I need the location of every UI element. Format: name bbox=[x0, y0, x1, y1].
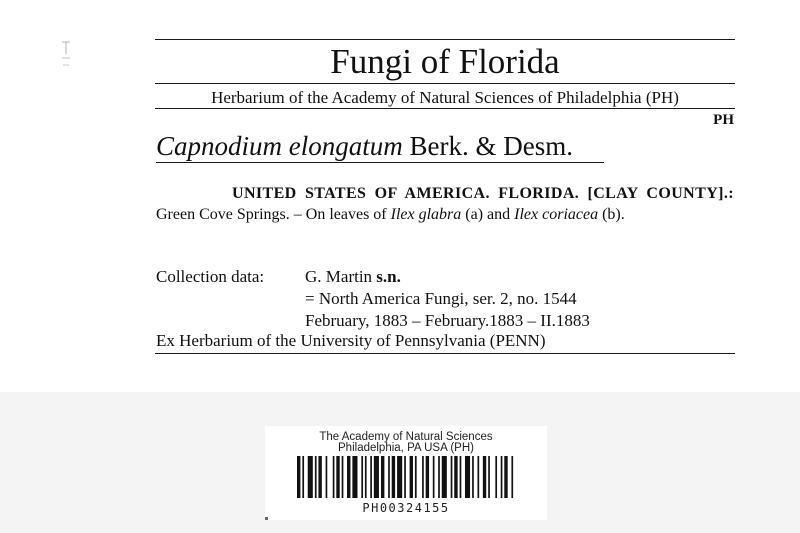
collector-line bbox=[305, 266, 401, 288]
collection-dates: February, 1883 – February.1883 – II.1883 bbox=[305, 311, 590, 330]
barcode-institution: The Academy of Natural Sciences bbox=[319, 431, 493, 443]
bottom-rule bbox=[155, 353, 735, 354]
barcode-location: Philadelphia, PA USA (PH) bbox=[338, 442, 474, 454]
barcode-icon bbox=[297, 456, 515, 498]
locality-connector: (a) and bbox=[461, 206, 515, 223]
locality-text bbox=[156, 183, 734, 225]
page-title: Fungi of Florida bbox=[330, 42, 560, 81]
taxon-binomial: Capnodium elongatum bbox=[156, 131, 403, 161]
subtitle-rule bbox=[155, 108, 735, 109]
collector-name: G. Martin bbox=[305, 267, 373, 286]
locality-country-county: UNITED STATES OF AMERICA. FLORIDA. [CLAY COUNTY].: bbox=[232, 185, 734, 202]
herbarium-subtitle: Herbarium of the Academy of Natural Sciences of Philadelphia (PH) bbox=[211, 88, 679, 107]
top-rule bbox=[155, 39, 735, 40]
locality-site: Green Cove Springs. – On leaves of bbox=[156, 206, 391, 223]
stray-mark bbox=[265, 517, 268, 520]
taxon-name bbox=[156, 129, 573, 163]
host-ilex-glabra: Ilex glabra bbox=[390, 206, 462, 223]
taxon-author: Berk. & Desm. bbox=[409, 131, 573, 161]
ex-herbarium-line: Ex Herbarium of the University of Pennsylvania (PENN) bbox=[156, 331, 546, 350]
barcode-label bbox=[265, 426, 547, 520]
barcode-id: PH00324155 bbox=[362, 501, 450, 515]
taxon-underline bbox=[156, 162, 604, 163]
herbarium-code: PH bbox=[713, 112, 734, 128]
collection-label: Collection data: bbox=[156, 267, 265, 286]
title-rule bbox=[155, 83, 735, 84]
host-ilex-coriacea: Ilex coriacea bbox=[514, 206, 599, 223]
locality-end: (b). bbox=[598, 206, 625, 223]
corner-mark bbox=[60, 40, 72, 70]
collector-number: s.n. bbox=[376, 267, 401, 286]
exsiccata-line: = North America Fungi, ser. 2, no. 1544 bbox=[305, 289, 577, 308]
